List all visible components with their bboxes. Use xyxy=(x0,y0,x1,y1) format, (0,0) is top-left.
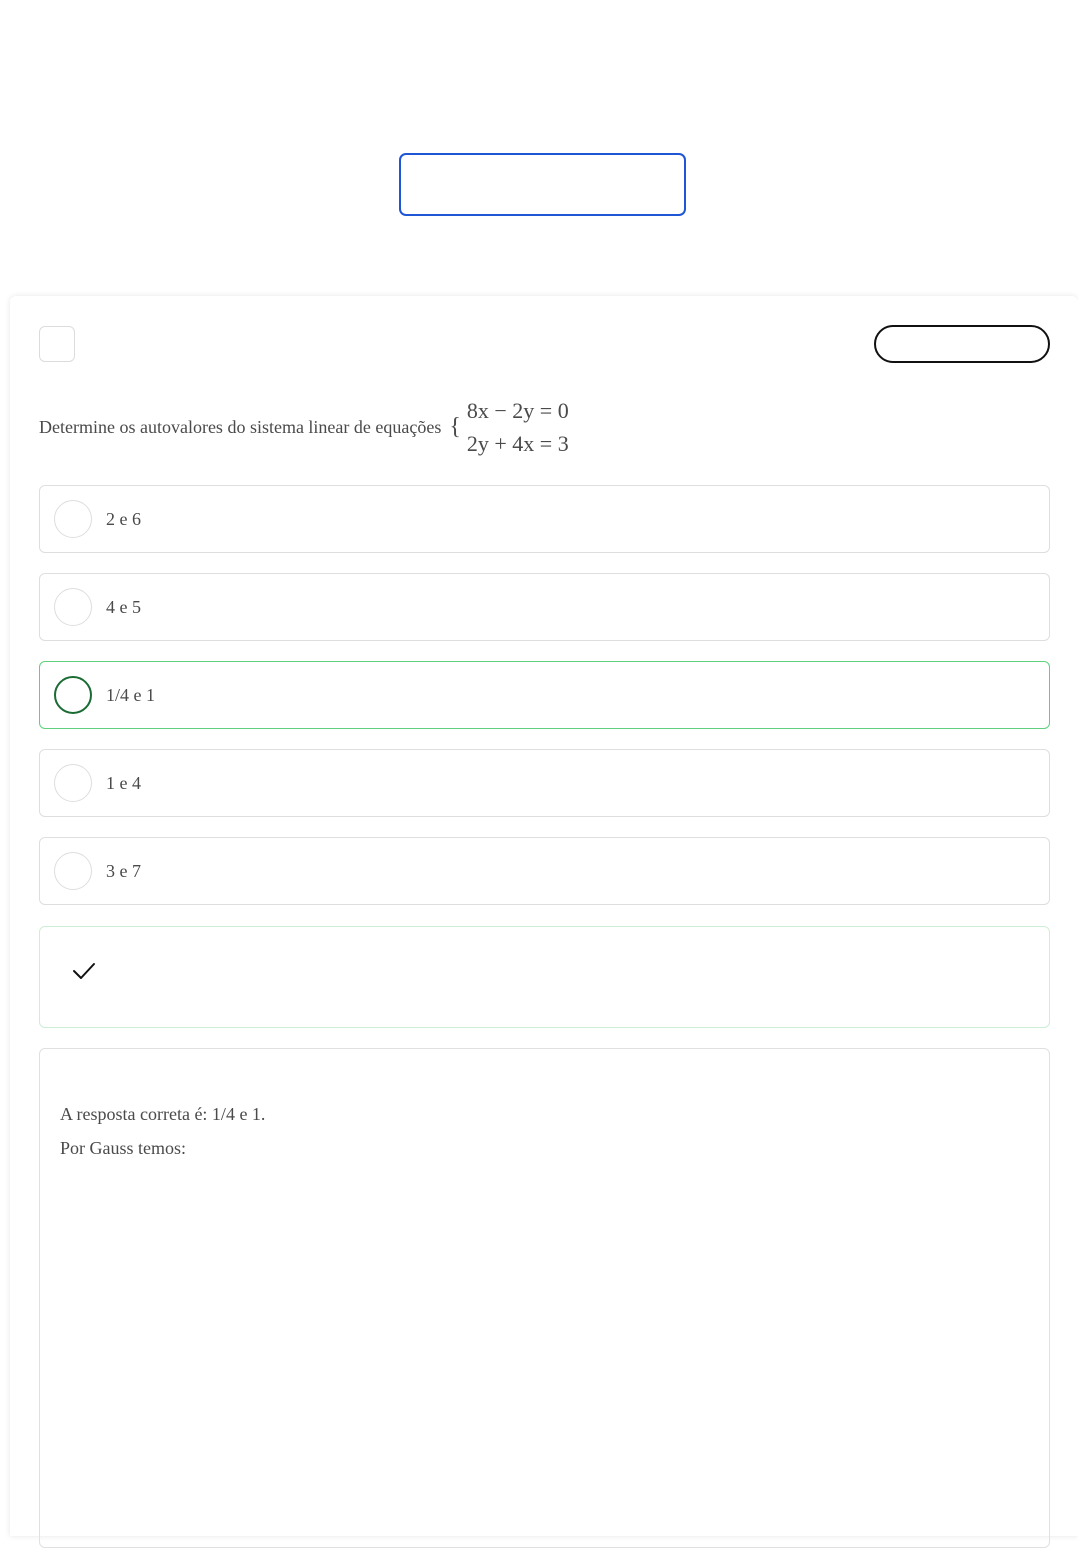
equation-2: 2y + 4x = 3 xyxy=(466,431,569,456)
answer-option-e[interactable] xyxy=(39,837,1050,905)
answer-option-c[interactable] xyxy=(39,661,1050,729)
equation-brace: { xyxy=(449,413,461,440)
answer-option-b[interactable] xyxy=(39,573,1050,641)
question-text: Determine os autovalores do sistema linear de equações xyxy=(39,416,442,437)
equation-system xyxy=(467,394,569,460)
correct-answer-text: A resposta correta é: 1/4 e 1. xyxy=(60,1104,266,1124)
radio-button[interactable] xyxy=(54,588,92,626)
option-label: 1 e 4 xyxy=(106,772,141,793)
question-action-pill-button[interactable] xyxy=(874,325,1050,363)
mark-question-checkbox[interactable] xyxy=(39,326,75,362)
radio-button[interactable] xyxy=(54,764,92,802)
radio-button[interactable] xyxy=(54,676,92,714)
answer-option-d[interactable] xyxy=(39,749,1050,817)
explanation-method-text: Por Gauss temos: xyxy=(60,1138,186,1158)
option-label: 3 e 7 xyxy=(106,860,141,881)
option-label: 4 e 5 xyxy=(106,596,141,617)
option-label: 2 e 6 xyxy=(106,508,141,529)
explanation-box xyxy=(39,1048,1050,1548)
answer-option-a[interactable] xyxy=(39,485,1050,553)
equation-1: 8x − 2y = 0 xyxy=(466,398,569,423)
radio-button[interactable] xyxy=(54,852,92,890)
check-icon xyxy=(72,961,96,981)
top-action-button[interactable] xyxy=(399,153,686,216)
question-card xyxy=(10,296,1078,1536)
option-label: 1/4 e 1 xyxy=(106,684,155,705)
feedback-box xyxy=(39,926,1050,1028)
radio-button[interactable] xyxy=(54,500,92,538)
question-statement xyxy=(39,394,569,460)
